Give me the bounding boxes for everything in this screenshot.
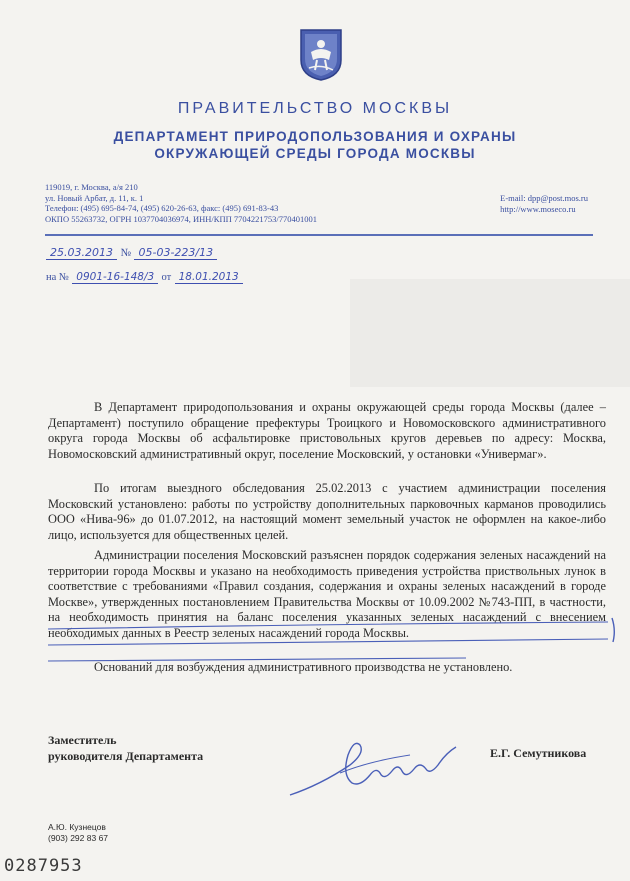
serial-number: 0287953 [4, 856, 83, 876]
signatory-title [48, 732, 203, 764]
paragraph-text: Администрации поселения Московский разъяснен порядок содержания зеленых насаждений на территории города Москвы и указано на необходимость приведения устройства приствольных лунок в соответствие с требованиями «Правил создания, содержания и охраны зеленых насаждений в городе Москве», утвержденных постановлением Правительства Москвы от 10.09.2002 №743-ПП, в частности, на необходимость принятия на баланс поселения указанных зеленых насаждений с внесением необходимых данных в Реестр зеленых насаждений города Москвы. [48, 548, 606, 640]
handwritten-signature [280, 725, 480, 805]
department-title-line2: ОКРУЖАЮЩЕЙ СРЕДЫ ГОРОДА МОСКВЫ [154, 146, 476, 161]
email: E-mail: dpp@post.mos.ru [500, 193, 588, 203]
outgoing-registration [46, 246, 217, 259]
paragraph-4 [48, 660, 606, 676]
paragraph-2 [48, 481, 606, 543]
executor-info [48, 822, 108, 844]
website: http://www.moseco.ru [500, 203, 576, 214]
paragraph-text: Оснований для возбуждения административного производства не установлено. [94, 660, 513, 674]
signatory-title-line1: Заместитель [48, 733, 117, 747]
department-address [45, 182, 317, 224]
address-line: Телефон: (495) 695-84-74, (495) 620-26-63, факс: (495) 691-83-43 [45, 203, 279, 214]
paragraph-text: В Департамент природопользования и охраны окружающей среды города Москвы (далее – Департамент) поступило обращение префектуры Троицкого и Новомосковского административного округа города Москвы об асфальтировке пристовольных кругов деревьев по адресу: Москва, Новомосковский административный округ, поселение Московский, у остановки «Универмаг». [48, 400, 606, 461]
signatory-name: Е.Г. Семутникова [490, 746, 587, 760]
registration-date: 25.03.2013 [46, 246, 117, 260]
number-label: № [120, 247, 131, 259]
paragraph-3 [48, 548, 606, 642]
executor-name: А.Ю. Кузнецов [48, 822, 106, 832]
department-title-line1: ДЕПАРТАМЕНТ ПРИРОДОПОЛЬЗОВАНИЯ И ОХРАНЫ [113, 129, 517, 144]
government-title: ПРАВИТЕЛЬСТВО МОСКВЫ [177, 100, 453, 117]
signatory-title-line2: руководителя Департамента [48, 749, 204, 763]
paragraph-text: По итогам выездного обследования 25.02.2013 с участием администрации поселения Московский установлено: работы по устройству дополнительных парковочных карманов проводились ООО «Нива-96» до 01.07.2012, на настоящий момент земельный участок не оформлен на какое-либо лицо, используется для общественных целей. [48, 481, 606, 542]
department-contacts [500, 193, 588, 214]
paragraph-1 [48, 400, 606, 462]
reference-label: на № [46, 272, 69, 283]
moscow-coat-of-arms-icon [297, 26, 345, 82]
redacted-recipient-block [350, 279, 630, 387]
incoming-reference [46, 271, 243, 283]
margin-mark [612, 618, 614, 642]
reference-date: 18.01.2013 [175, 271, 243, 284]
registration-number: 05-03-223/13 [134, 246, 217, 260]
address-line: ОКПО 55263732, ОГРН 1037704036974, ИНН/КПП 7704221753/770401001 [45, 213, 317, 224]
letterhead-rule [45, 234, 593, 236]
executor-phone: (903) 292 83 67 [48, 833, 109, 843]
from-label: от [161, 272, 172, 283]
reference-number: 0901-16-148/3 [72, 271, 158, 284]
address-line: 119019, г. Москва, а/я 210 [45, 182, 138, 192]
address-line: ул. Новый Арбат, д. 11, к. 1 [45, 192, 144, 203]
